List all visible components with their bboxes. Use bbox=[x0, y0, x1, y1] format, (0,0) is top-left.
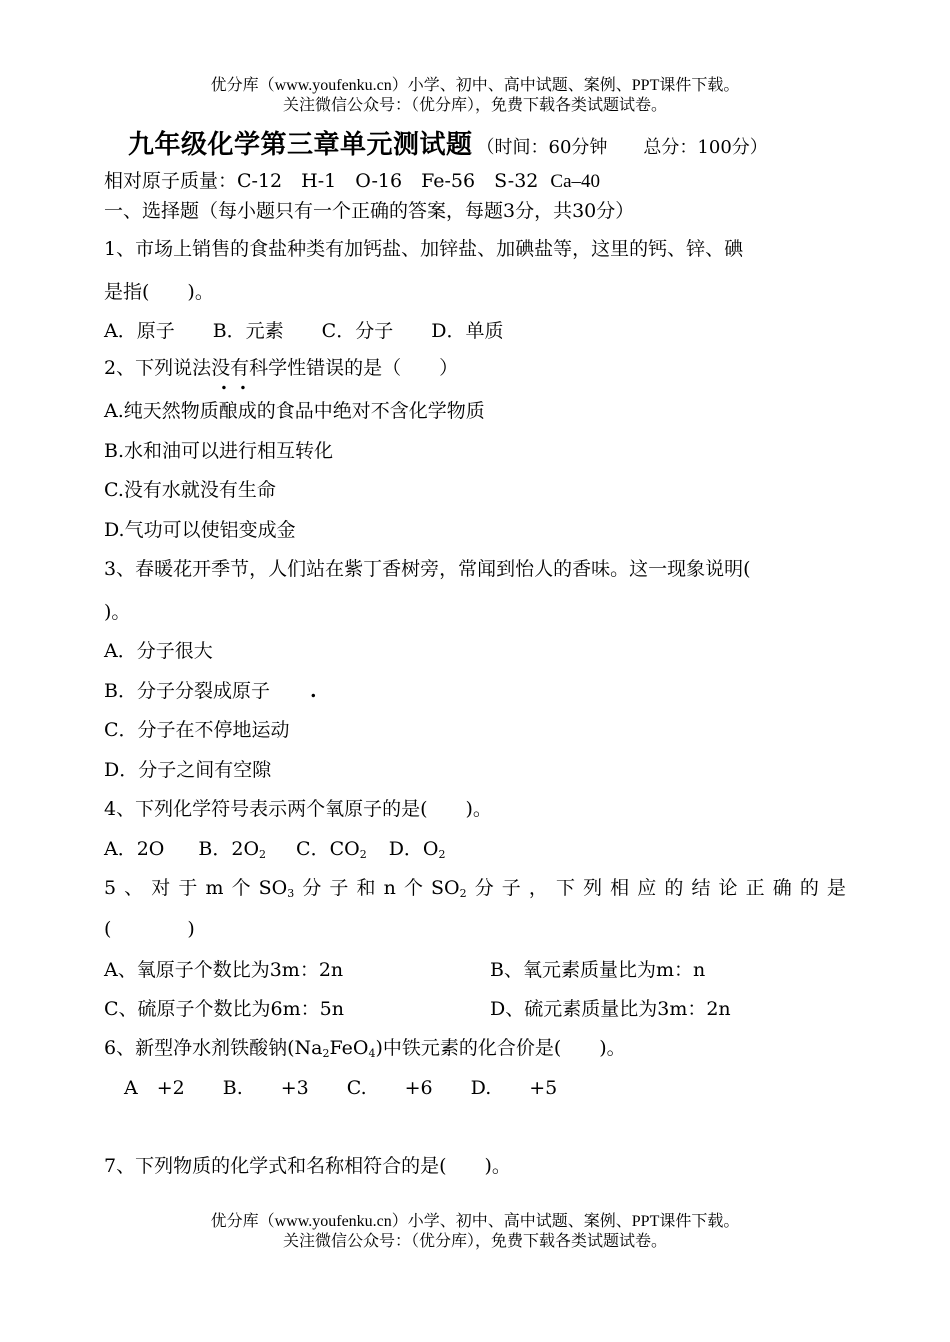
q4-option-a: A．2O bbox=[104, 838, 165, 860]
q4-options bbox=[104, 836, 446, 868]
q6-stem: 6、新型净水剂铁酸钠$(Na_2FeO_4)$中铁元素的化合价是( )。 bbox=[104, 1037, 626, 1060]
header-banner bbox=[0, 76, 950, 116]
q5-stem-b: ( ) bbox=[104, 918, 195, 940]
q4-option-c: C．$CO_2$ bbox=[296, 838, 367, 861]
q6-options: A +2 B. +3 C. +6 D. +5 bbox=[124, 1077, 558, 1099]
q2-stem bbox=[104, 355, 458, 381]
q3-option-c: C．分子在不停地运动 bbox=[104, 719, 290, 741]
q5-stem-a: 5 、 对 于 m 个 $SO_3$ 分 子 和 n 个 $SO_2$ 分 子 ， 下 列 相 应 的 结 论 正 确 的 是 bbox=[104, 877, 846, 900]
q3-stray-mark: . bbox=[309, 680, 317, 702]
q2-option-a: A.纯天然物质酿成的食品中绝对不含化学物质 bbox=[104, 400, 485, 422]
q5-option-b: B、氧元素质量比为m：n bbox=[490, 959, 706, 981]
header-line-2: 关注微信公众号：（优分库），免费下载各类试题试卷。 bbox=[282, 97, 667, 114]
q3-stem-a: 3、春暖花开季节，人们站在紫丁香树旁，常闻到怡人的香味。这一现象说明( bbox=[104, 558, 751, 580]
q3-option-b bbox=[104, 678, 317, 704]
q3-option-b-text: B．分子分裂成原子 bbox=[104, 680, 270, 702]
q2-option-b: B.水和油可以进行相互转化 bbox=[104, 440, 334, 462]
q3-option-a: A．分子很大 bbox=[104, 640, 213, 662]
q5-option-a: A、氧原子个数比为3m：2n bbox=[104, 959, 344, 981]
q5-option-c: C、硫原子个数比为6m：5n bbox=[104, 998, 344, 1020]
q2-stem-pre: 2、下列说法 bbox=[104, 357, 212, 379]
section-heading: 一、选择题（每小题只有一个正确的答案，每题3分，共30分） bbox=[104, 200, 635, 222]
q3-stem-b: )。 bbox=[104, 601, 131, 623]
atomic-masses-text: 相对原子质量：C-12 H-1 O-16 Fe-56 S-32 bbox=[104, 170, 539, 192]
footer-line-1: 优分库（www.youfenku.cn）小学、初中、高中试题、案例、PPT课件下载。 bbox=[210, 1213, 740, 1230]
footer-line-2: 关注微信公众号：（优分库），免费下载各类试题试卷。 bbox=[282, 1233, 667, 1250]
header-line-1: 优分库（www.youfenku.cn）小学、初中、高中试题、案例、PPT课件下载。 bbox=[210, 77, 740, 94]
q2-option-d: D.气功可以使铝变成金 bbox=[104, 519, 296, 541]
atomic-mass-ca: Ca–40 bbox=[550, 171, 601, 192]
q2-emphasis-1: 没 bbox=[211, 357, 231, 379]
q2-option-c: C.没有水就没有生命 bbox=[104, 479, 276, 501]
q4-option-b: B．$2O_2$ bbox=[198, 838, 267, 861]
q2-stem-post: 科学性错误的是（ ） bbox=[249, 357, 459, 379]
page-title bbox=[128, 124, 768, 161]
title-meta: （时间：60分钟 总分：100分） bbox=[476, 137, 768, 158]
q4-option-d: D．$O_2$ bbox=[388, 838, 446, 861]
q7-stem: 7、下列物质的化学式和名称相符合的是( )。 bbox=[104, 1155, 511, 1177]
q1-stem-b: 是指( )。 bbox=[104, 281, 214, 303]
q1-stem-a: 1、市场上销售的食盐种类有加钙盐、加锌盐、加碘盐等，这里的钙、锌、碘 bbox=[104, 238, 744, 260]
q2-emphasis-2: 有 bbox=[230, 357, 250, 379]
q5-option-d: D、硫元素质量比为3m：2n bbox=[490, 998, 731, 1020]
q3-option-d: D．分子之间有空隙 bbox=[104, 759, 272, 781]
footer-banner bbox=[0, 1212, 950, 1252]
atomic-masses bbox=[104, 168, 600, 195]
q1-options: A．原子 B．元素 C．分子 D．单质 bbox=[104, 320, 504, 342]
q4-stem: 4、下列化学符号表示两个氧原子的是( )。 bbox=[104, 798, 492, 820]
title-main: 九年级化学第三章单元测试题 bbox=[128, 130, 473, 160]
